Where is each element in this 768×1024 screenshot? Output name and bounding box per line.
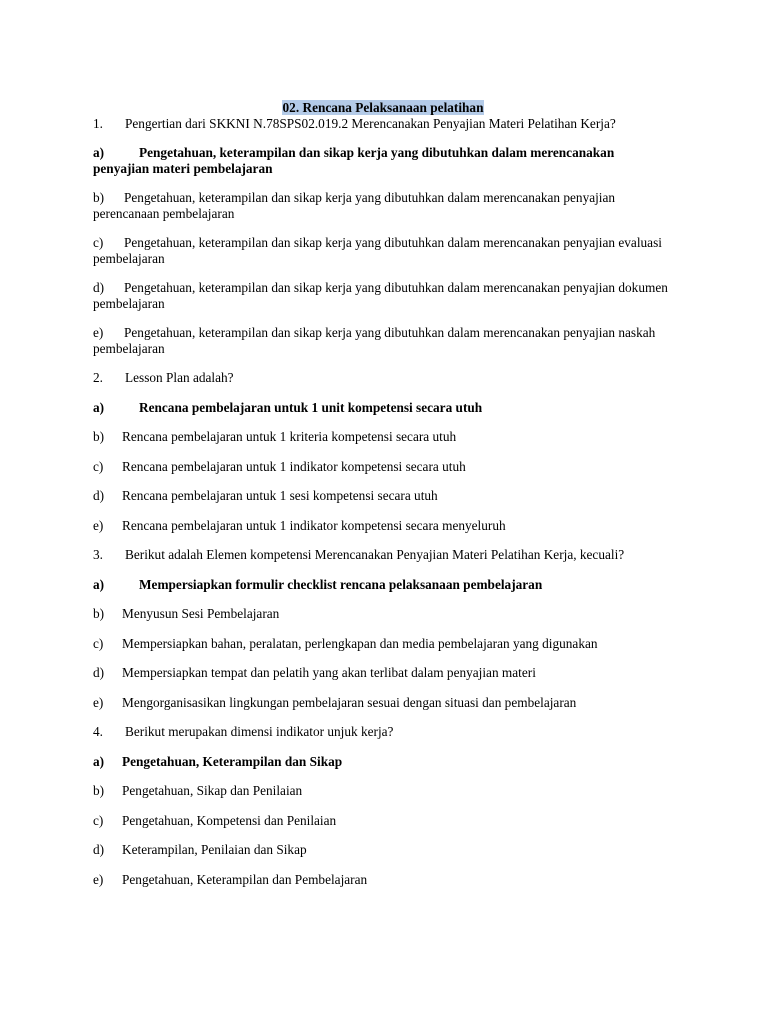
- option-label: e): [93, 694, 104, 710]
- answer-option: [93, 813, 673, 829]
- option-text: Mempersiapkan formulir checklist rencana pelaksanaan pembelajaran: [139, 576, 543, 592]
- answer-option: [93, 636, 673, 652]
- option-text: Rencana pembelajaran untuk 1 unit kompetensi secara utuh: [139, 399, 483, 415]
- option-label: a): [93, 753, 105, 769]
- option-text: Pengetahuan, Kompetensi dan Penilaian: [122, 812, 337, 828]
- question: [93, 370, 673, 386]
- option-text: Rencana pembelajaran untuk 1 kriteria kompetensi secara utuh: [122, 429, 457, 444]
- question-list: [93, 116, 673, 888]
- question: [93, 547, 673, 563]
- question-text: Lesson Plan adalah?: [125, 370, 234, 385]
- answer-option: [93, 754, 673, 770]
- option-text: Keterampilan, Penilaian dan Sikap: [122, 842, 307, 857]
- option-label: a): [93, 145, 105, 160]
- option-label: d): [93, 665, 105, 680]
- option-label: a): [93, 399, 105, 415]
- answer-option: [93, 325, 673, 356]
- option-text: Pengetahuan, Keterampilan dan Sikap: [122, 753, 343, 769]
- question: [93, 724, 673, 740]
- option-text: Pengetahuan, keterampilan dan sikap kerja yang dibutuhkan dalam merencanakan penyajian evaluasi pembelajaran: [93, 235, 662, 266]
- option-label: c): [93, 235, 104, 250]
- option-text: Pengetahuan, Sikap dan Penilaian: [122, 783, 303, 798]
- question-text: Berikut adalah Elemen kompetensi Merencanakan Penyajian Materi Pelatihan Kerja, kecuali?: [125, 547, 625, 562]
- answer-option: [93, 190, 673, 221]
- option-label: c): [93, 635, 104, 651]
- option-label: e): [93, 871, 104, 887]
- option-text: Rencana pembelajaran untuk 1 sesi kompetensi secara utuh: [122, 488, 438, 503]
- answer-option: [93, 783, 673, 799]
- option-label: c): [93, 812, 104, 828]
- answer-option: [93, 400, 673, 416]
- answer-option: [93, 488, 673, 504]
- document-title: [93, 100, 673, 116]
- option-label: e): [93, 325, 104, 340]
- answer-option: [93, 695, 673, 711]
- answer-option: [93, 577, 673, 593]
- question-text: Berikut merupakan dimensi indikator unjuk kerja?: [125, 724, 394, 739]
- option-text: Mempersiapkan tempat dan pelatih yang akan terlibat dalam penyajian materi: [122, 665, 536, 680]
- option-label: d): [93, 842, 105, 857]
- option-text: Mempersiapkan bahan, peralatan, perlengkapan dan media pembelajaran yang digunakan: [122, 635, 598, 651]
- option-label: b): [93, 783, 105, 798]
- option-label: a): [93, 576, 105, 592]
- answer-option: [93, 518, 673, 534]
- option-label: e): [93, 517, 104, 533]
- answer-option: [93, 606, 673, 622]
- question-number: 3.: [93, 547, 103, 562]
- answer-option: [93, 429, 673, 445]
- option-text: Rencana pembelajaran untuk 1 indikator kompetensi secara utuh: [122, 458, 466, 474]
- option-label: c): [93, 458, 104, 474]
- option-label: b): [93, 429, 105, 444]
- answer-option: [93, 145, 673, 176]
- question: [93, 116, 673, 132]
- answer-option: [93, 459, 673, 475]
- answer-option: [93, 280, 673, 311]
- option-text: Mengorganisasikan lingkungan pembelajaran sesuai dengan situasi dan pembelajaran: [122, 694, 577, 710]
- title-highlight: 02. Rencana Pelaksanaan pelatihan: [282, 100, 484, 115]
- option-text: Menyusun Sesi Pembelajaran: [122, 606, 280, 621]
- option-label: d): [93, 280, 105, 295]
- option-text: Pengetahuan, keterampilan dan sikap kerja yang dibutuhkan dalam merencanakan penyajian dokumen pembelajaran: [93, 280, 668, 311]
- option-text: Pengetahuan, keterampilan dan sikap kerja yang dibutuhkan dalam merencanakan penyajian materi pembelajaran: [93, 145, 615, 176]
- question-number: 1.: [93, 115, 103, 131]
- option-text: Pengetahuan, keterampilan dan sikap kerja yang dibutuhkan dalam merencanakan penyajian perencanaan pembelajaran: [93, 190, 616, 221]
- answer-option: [93, 235, 673, 266]
- option-text: Rencana pembelajaran untuk 1 indikator kompetensi secara menyeluruh: [122, 517, 506, 533]
- answer-option: [93, 872, 673, 888]
- option-label: b): [93, 606, 105, 621]
- answer-option: [93, 842, 673, 858]
- question-text: Pengertian dari SKKNI N.78SPS02.019.2 Merencanakan Penyajian Materi Pelatihan Kerja?: [125, 115, 616, 131]
- option-text: Pengetahuan, keterampilan dan sikap kerja yang dibutuhkan dalam merencanakan penyajian naskah pembelajaran: [93, 325, 656, 356]
- option-text: Pengetahuan, Keterampilan dan Pembelajaran: [122, 871, 368, 887]
- option-label: d): [93, 488, 105, 503]
- question-number: 2.: [93, 370, 103, 385]
- question-number: 4.: [93, 724, 103, 739]
- option-label: b): [93, 190, 105, 205]
- answer-option: [93, 665, 673, 681]
- document-page: [93, 100, 673, 901]
